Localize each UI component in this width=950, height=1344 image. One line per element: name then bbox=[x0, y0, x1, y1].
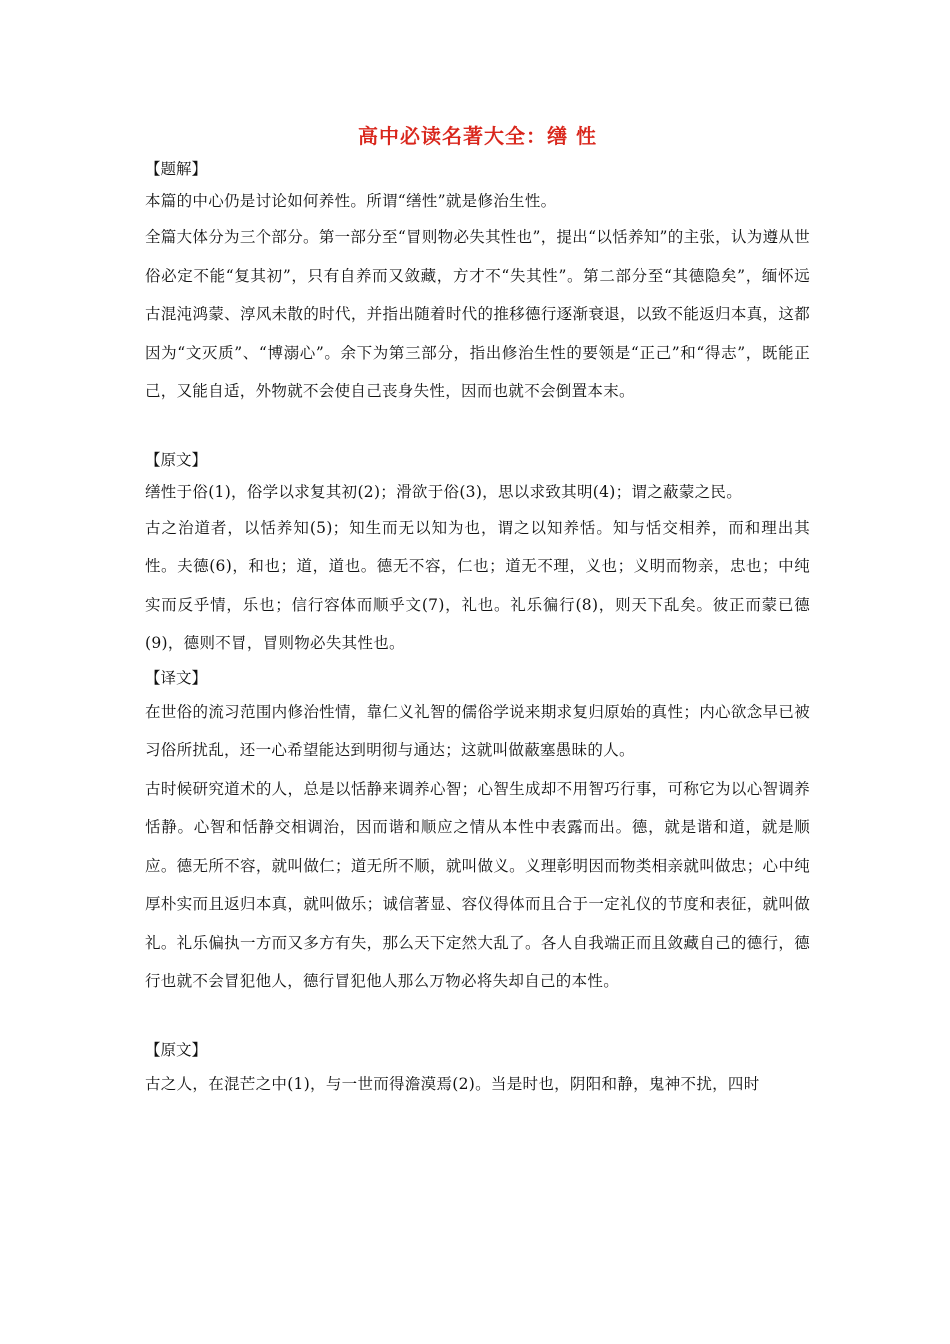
paragraph: 缮性于俗(1)，俗学以求复其初(2)；滑欲于俗(3)，思以求致其明(4)；谓之蔽蒙之民。 bbox=[145, 482, 743, 501]
section-yiwen-1 bbox=[145, 663, 810, 1001]
document-page bbox=[145, 118, 810, 1103]
section-gap bbox=[145, 411, 810, 445]
section-gap bbox=[145, 1001, 810, 1035]
paragraph: 全篇大体分为三个部分。第一部分至“冒则物必失其性也”，提出“以恬养知”的主张，认为遵从世俗必定不能“复其初”，只有自养而又敛藏，方才不“失其性”。第二部分至“其德隐矣”，缅怀远古混沌鸿蒙、淳风未散的时代，并指出随着时代的推移德行逐渐衰退，以致不能返归本真，这都因为“文灭质”、“博溺心”。余下为第三部分，指出修治生性的要领是“正己”和“得志”，既能正己，又能自适，外物就不会使自己丧身失性，因而也就不会倒置本末。 bbox=[145, 228, 810, 400]
section-heading: 【原文】 bbox=[145, 1040, 208, 1059]
section-heading: 【译文】 bbox=[145, 668, 208, 687]
section-tijie bbox=[145, 154, 810, 411]
paragraph: 本篇的中心仍是讨论如何养性。所谓“缮性”就是修治生性。 bbox=[145, 192, 557, 210]
page-title: 高中必读名著大全：缮 性 bbox=[358, 124, 597, 148]
paragraph: 在世俗的流习范围内修治性情，靠仁义礼智的儒俗学说来期求复归原始的真性；内心欲念早已被习俗所扰乱，还一心希望能达到明彻与通达；这就叫做蔽塞愚昧的人。 bbox=[145, 702, 810, 759]
paragraph: 古之治道者，以恬养知(5)；知生而无以知为也，谓之以知养恬。知与恬交相养，而和理出其性。夫德(6)，和也；道，道也。德无不容，仁也；道无不理，义也；义明而物亲，忠也；中纯实而反乎情，乐也；信行容体而顺乎文(7)，礼也。礼乐徧行(8)，则天下乱矣。彼正而蒙已德(9)，德则不冒，冒则物必失其性也。 bbox=[145, 518, 810, 652]
section-yuanwen-2 bbox=[145, 1035, 810, 1104]
section-yuanwen-1 bbox=[145, 445, 810, 663]
section-heading: 【题解】 bbox=[145, 160, 208, 178]
paragraph: 古时候研究道术的人，总是以恬静来调养心智；心智生成却不用智巧行事，可称它为以心智调养恬静。心智和恬静交相调治，因而谐和顺应之情从本性中表露而出。德，就是谐和道，就是顺应。德无所不容，就叫做仁；道无所不顺，就叫做义。义理彰明因而物类相亲就叫做忠；心中纯厚朴实而且返归本真，就叫做乐；诚信著显、容仪得体而且合于一定礼仪的节度和表征，就叫做礼。礼乐偏执一方而又多方有失，那么天下定然大乱了。各人自我端正而且敛藏自己的德行，德行也就不会冒犯他人，德行冒犯他人那么万物必将失却自己的本性。 bbox=[145, 779, 810, 990]
paragraph: 古之人，在混芒之中(1)，与一世而得澹漠焉(2)。当是时也，阴阳和静，鬼神不扰，四时 bbox=[145, 1074, 760, 1093]
section-heading: 【原文】 bbox=[145, 450, 208, 469]
